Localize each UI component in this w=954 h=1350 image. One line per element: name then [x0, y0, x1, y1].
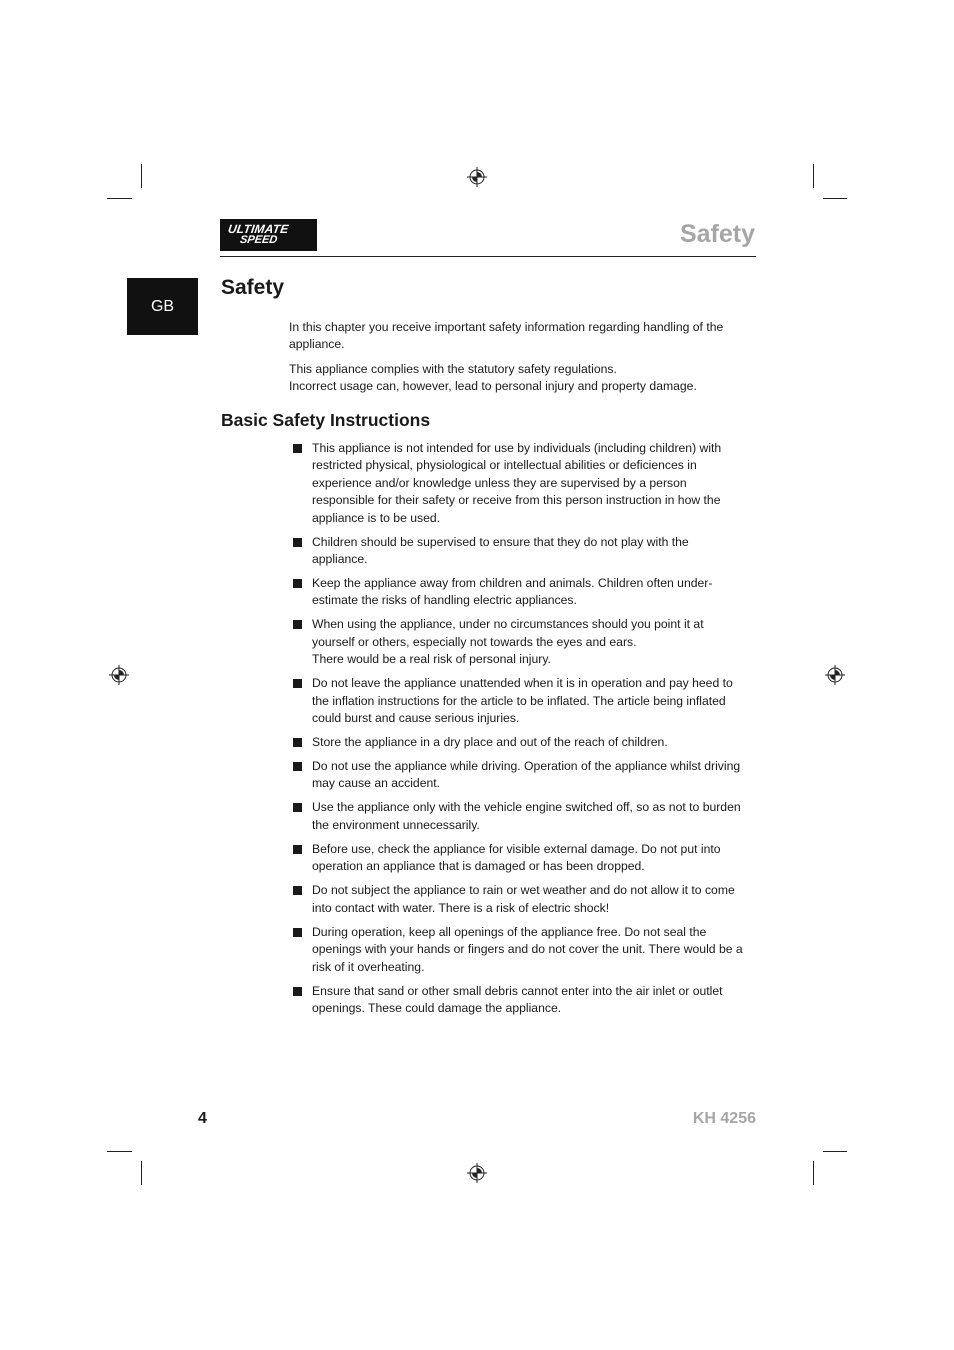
list-item-text: Children should be supervised to ensure that they do not play with the appliance. — [312, 534, 689, 567]
section-title: Safety — [221, 276, 285, 299]
bullet-square-icon — [293, 928, 302, 937]
list-item — [293, 575, 743, 610]
bullet-square-icon — [293, 987, 302, 996]
bullet-square-icon — [293, 444, 302, 453]
list-item-text: Ensure that sand or other small debris cannot enter into the air inlet or outlet openings. These could damage the appliance. — [312, 983, 723, 1015]
brand-logo — [220, 219, 317, 251]
list-item — [293, 924, 743, 976]
list-item-text: Keep the appliance away from children and animals. Children often under-estimate the risks of handling electric appliances. — [312, 576, 713, 608]
registration-target-icon — [467, 1163, 487, 1183]
bullet-square-icon — [293, 803, 302, 812]
language-tab: GB — [127, 278, 198, 335]
model-number: KH 4256 — [692, 1110, 756, 1127]
list-item-text: During operation, keep all openings of the appliance free. Do not seal the openings with your hands or fingers and do not cover the unit. There would be a risk of it overheating. — [312, 924, 743, 974]
list-item — [293, 758, 743, 793]
bullet-square-icon — [293, 738, 302, 747]
list-item — [293, 616, 743, 668]
intro-line: This appliance complies with the statutory safety regulations. — [289, 362, 617, 376]
crop-mark-bottom-right-h — [823, 1151, 847, 1152]
crop-mark-bottom-right-v — [813, 1161, 814, 1185]
list-item — [293, 882, 743, 917]
crop-mark-top-right-v — [813, 164, 814, 188]
intro-paragraph-1: In this chapter you receive important safety information regarding handling of the appliance. — [289, 320, 724, 352]
crop-mark-bottom-left-v — [141, 1161, 142, 1185]
crop-mark-bottom-left-h — [107, 1151, 132, 1152]
logo-text-ultimate: ULTIMATE — [227, 222, 290, 236]
header-divider — [220, 256, 756, 257]
list-item — [293, 983, 743, 1018]
bullet-square-icon — [293, 762, 302, 771]
intro-paragraph-2 — [289, 361, 739, 396]
registration-target-icon — [825, 665, 845, 685]
list-item-text: Use the appliance only with the vehicle engine switched off, so as not to burden the environment unnecessarily. — [312, 800, 741, 832]
list-item-text: This appliance is not intended for use by individuals (including children) with restricted physical, physiological or intellectual abilities or deficiences in experience and/or knowledge unless they are supervised by a person responsible for their safety or receive from this person instruction in how the appliance is to be used. — [312, 441, 722, 525]
bullet-square-icon — [293, 538, 302, 547]
intro-line: Incorrect usage can, however, lead to personal injury and property damage. — [289, 379, 697, 394]
bullet-square-icon — [293, 886, 302, 895]
list-item — [293, 841, 743, 876]
header-title: Safety — [679, 220, 755, 248]
list-item — [293, 675, 743, 727]
list-item — [293, 734, 743, 751]
list-item-text: Do not subject the appliance to rain or wet weather and do not allow it to come into contact with water. There is a risk of electric shock! — [312, 883, 735, 915]
bullet-square-icon — [293, 579, 302, 588]
bullet-square-icon — [293, 845, 302, 854]
bullet-square-icon — [293, 620, 302, 629]
list-item-text-extra: There would be a real risk of personal injury. — [312, 652, 551, 667]
safety-instruction-list — [293, 440, 743, 1024]
list-item-text: Do not leave the appliance unattended when it is in operation and pay heed to the inflation instructions for the article to be inflated. The article being inflated could burst and cause serious injuries. — [312, 676, 733, 726]
list-item-text: Before use, check the appliance for visible external damage. Do not put into operation an appliance that is damaged or has been dropped. — [312, 841, 721, 874]
list-item — [293, 799, 743, 834]
logo-text-speed: SPEED — [239, 234, 279, 246]
subsection-title: Basic Safety Instructions — [221, 410, 431, 430]
list-item-text: Store the appliance in a dry place and out of the reach of children. — [312, 735, 668, 750]
registration-target-icon — [109, 665, 129, 685]
list-item — [293, 534, 743, 569]
page-number: 4 — [198, 1110, 207, 1127]
bullet-square-icon — [293, 679, 302, 688]
crop-mark-top-left-h — [107, 198, 132, 199]
list-item-text: Do not use the appliance while driving. Operation of the appliance whilst driving may cause an accident. — [312, 759, 741, 791]
registration-target-icon — [467, 167, 487, 187]
crop-mark-top-left-v — [141, 164, 142, 188]
list-item-text: When using the appliance, under no circumstances should you point it at yourself or others, especially not towards the eyes and ears. — [312, 617, 704, 649]
crop-mark-top-right-h — [823, 198, 847, 199]
list-item — [293, 440, 743, 527]
